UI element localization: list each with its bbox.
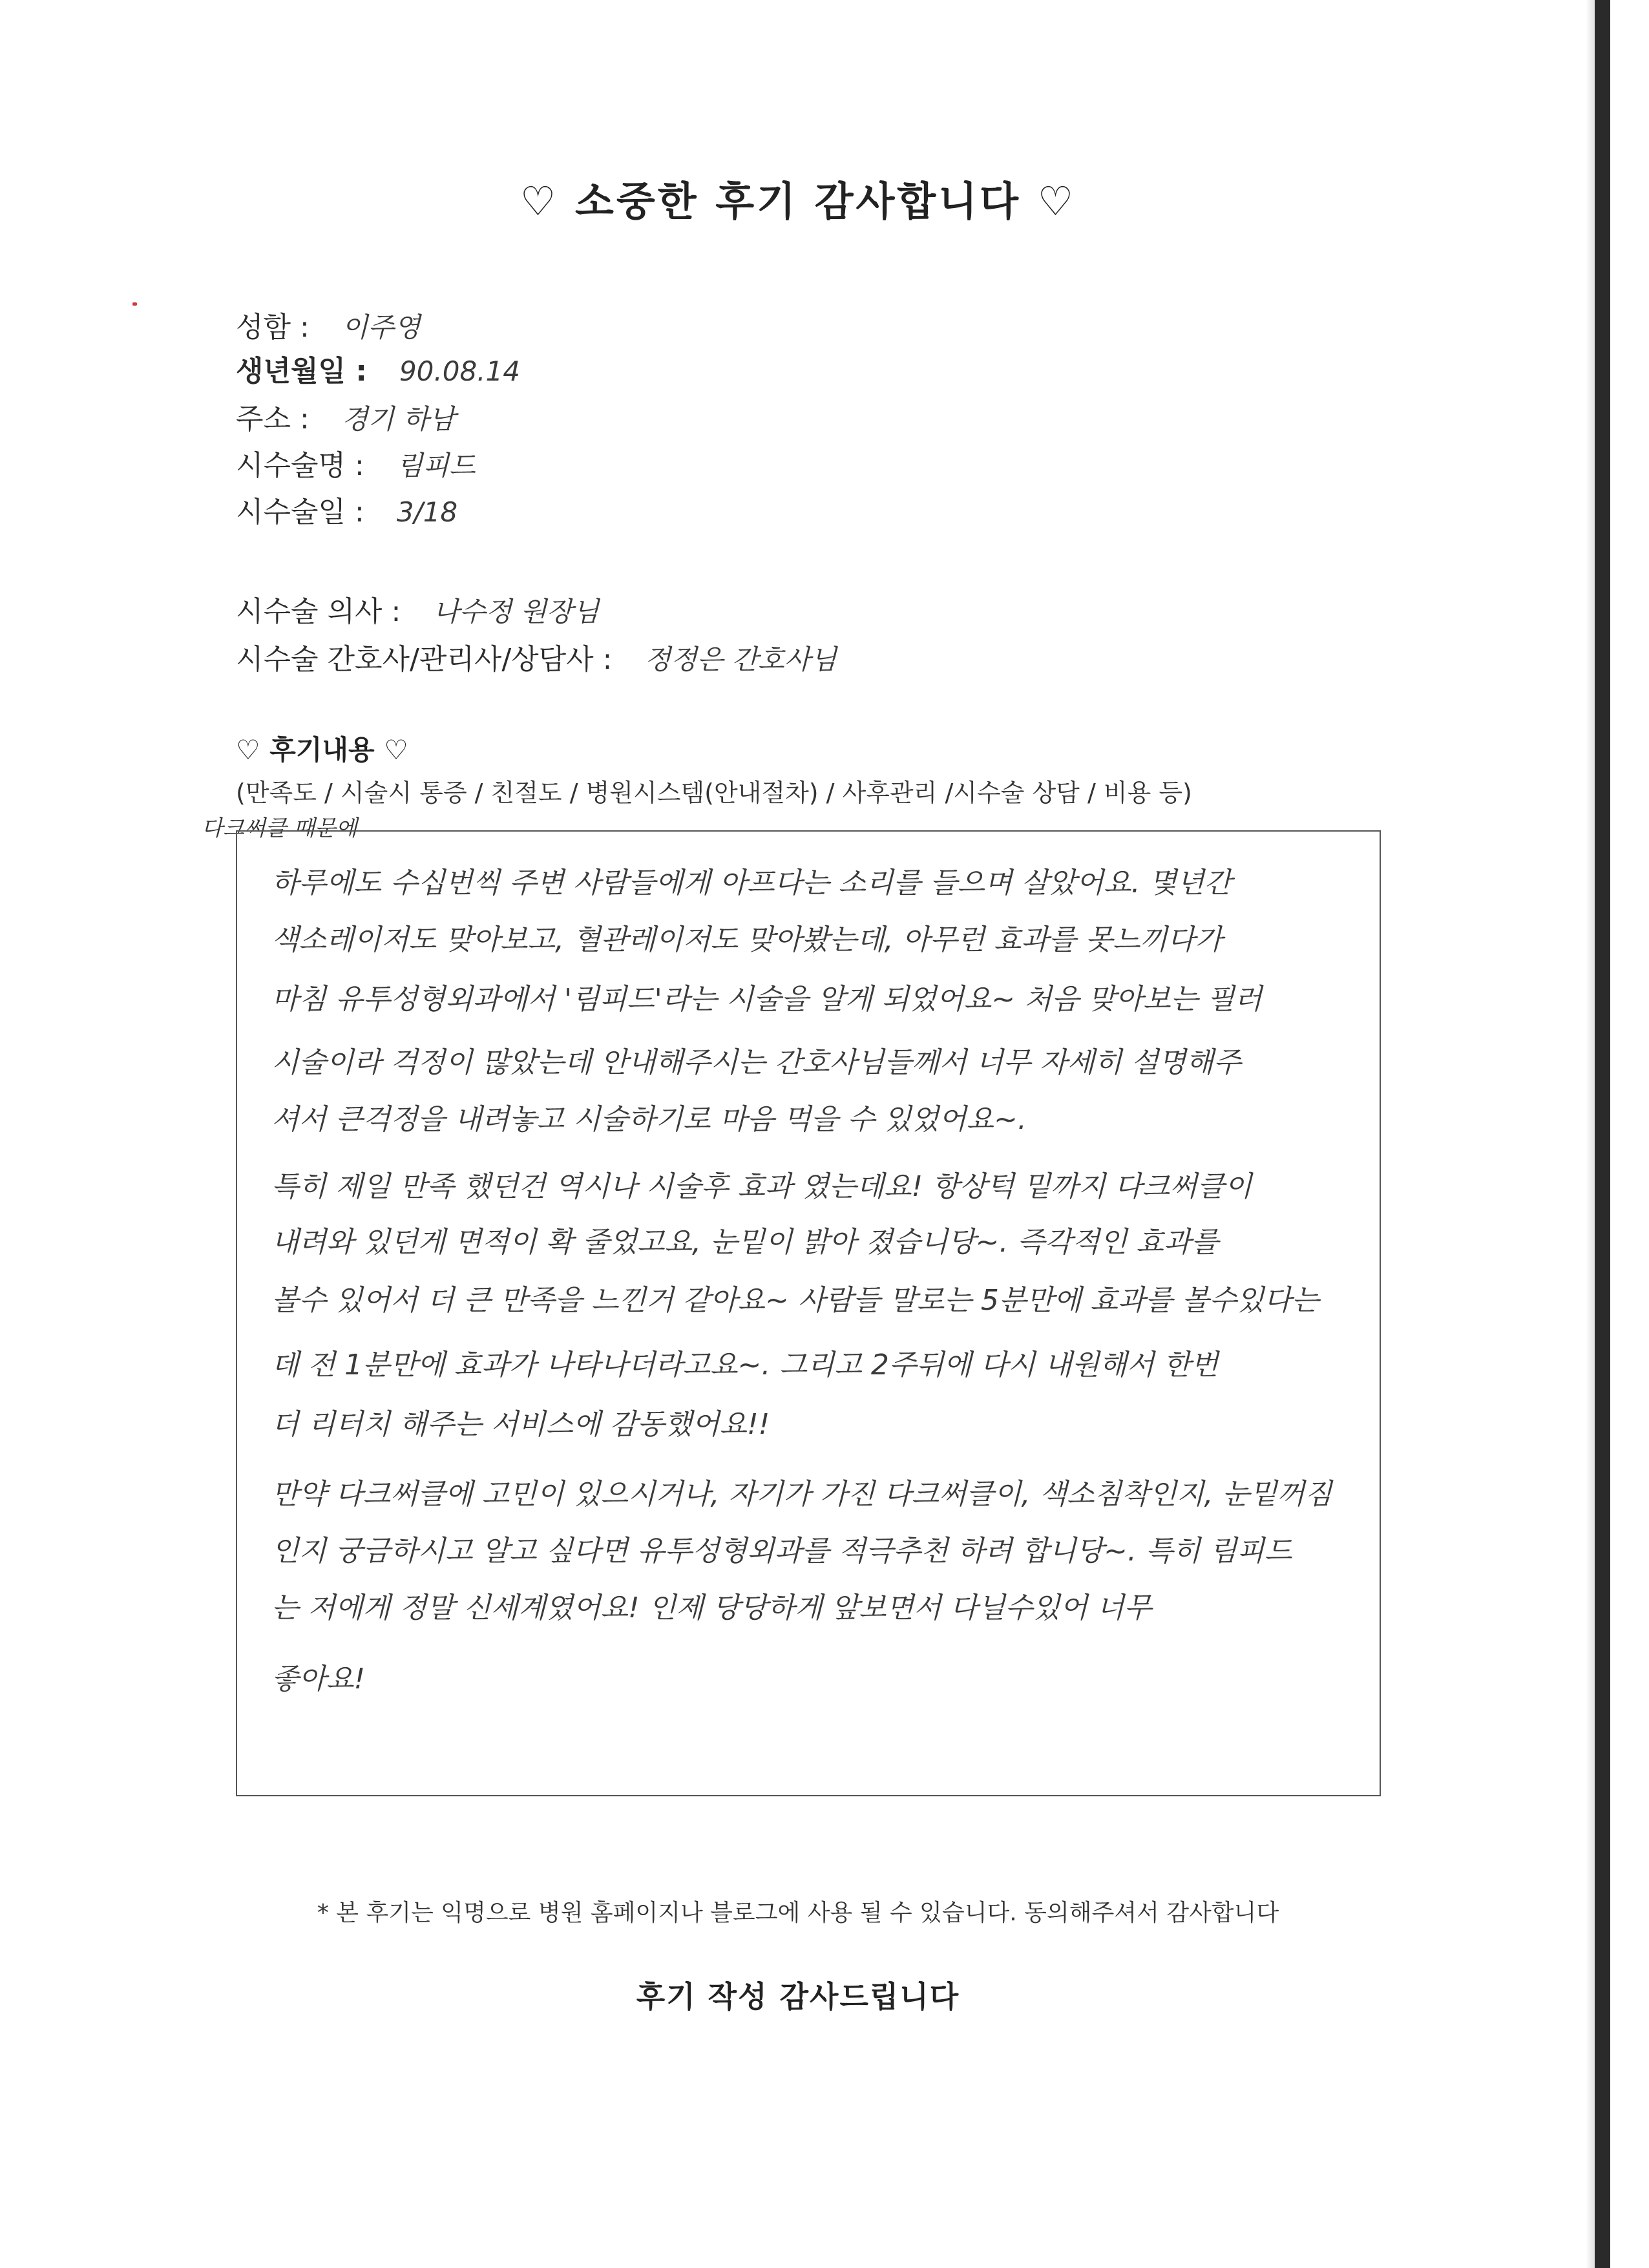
field-procedure-date-label: 시수술일 : <box>236 496 364 529</box>
review-line: 시술이라 걱정이 많았는데 안내해주시는 간호사님들께서 너무 자세히 설명해주 <box>271 1046 1241 1079</box>
scan-edge <box>1595 0 1610 2268</box>
review-criteria: (만족도 / 시술시 통증 / 친절도 / 병원시스템(안내절차) / 사후관리 /시수술 상담 / 비용 등) <box>236 779 1192 807</box>
review-line: 좋아요! <box>271 1663 366 1696</box>
review-line: 하루에도 수십번씩 주변 사람들에게 아프다는 소리를 들으며 살았어요. 몇년간 <box>271 866 1232 899</box>
field-nurse-label: 시수술 간호사/관리사/상담사 : <box>236 643 613 676</box>
field-birthdate-value: 90.08.14 <box>399 355 520 387</box>
review-line: 만약 다크써클에 고민이 있으시거나, 자기가 가진 다크써클이, 색소침착인지, 눈밑꺼짐 <box>271 1478 1332 1511</box>
field-nurse-value: 정정은 간호사님 <box>644 644 837 675</box>
field-procedure-date-value: 3/18 <box>396 496 458 528</box>
field-procedure <box>236 442 476 483</box>
review-heading: ♡ 후기내용 ♡ <box>236 734 408 766</box>
field-name-label: 성함 : <box>236 311 310 344</box>
field-birthdate-label: 생년월일 : <box>236 355 367 388</box>
field-doctor-value: 나수정 원장님 <box>433 596 600 627</box>
field-nurse <box>236 636 837 677</box>
field-name-value: 이주영 <box>341 311 421 343</box>
review-line: 데 전 1분만에 효과가 나타나더라고요~. 그리고 2주뒤에 다시 내원해서 한번 <box>271 1349 1219 1381</box>
review-line: 는 저에게 정말 신세계였어요! 인제 당당하게 앞보면서 다닐수있어 너무 <box>271 1591 1152 1624</box>
field-address-label: 주소 : <box>236 403 310 436</box>
field-birthdate <box>236 348 520 389</box>
field-doctor <box>236 588 599 629</box>
review-note-above: 다크써클 때문에 <box>202 815 357 841</box>
field-address-value: 경기 하남 <box>341 403 456 435</box>
field-address <box>236 395 455 437</box>
review-line: 더 리터치 해주는 서비스에 감동했어요!! <box>271 1408 770 1441</box>
review-line: 인지 궁금하시고 알고 싶다면 유투성형외과를 적극추천 하려 합니당~. 특히 림피드 <box>271 1535 1292 1568</box>
ink-speck <box>132 302 137 306</box>
review-line: 마침 유투성형외과에서 '림피드'라는 시술을 알게 되었어요~ 처음 맞아보는 필러 <box>271 983 1263 1016</box>
consent-note: * 본 후기는 익명으로 병원 홈페이지나 블로그에 사용 될 수 있습니다. 동의해주셔서 감사합니다 <box>317 1900 1279 1926</box>
field-procedure-date <box>236 488 457 530</box>
review-line: 내려와 있던게 면적이 확 줄었고요, 눈밑이 밝아 졌습니당~. 즉각적인 효과를 <box>271 1226 1219 1259</box>
review-line: 볼수 있어서 더 큰 만족을 느낀거 같아요~ 사람들 말로는 5분만에 효과를 볼수있다는 <box>271 1284 1319 1317</box>
field-name <box>236 304 421 345</box>
field-procedure-label: 시수술명 : <box>236 449 364 482</box>
review-line: 셔서 큰걱정을 내려놓고 시술하기로 마음 먹을 수 있었어요~. <box>271 1103 1027 1136</box>
scan-edge-shadow <box>1586 0 1595 2268</box>
page-title: ♡ 소중한 후기 감사합니다 ♡ <box>520 178 1077 225</box>
field-doctor-label: 시수술 의사 : <box>236 595 401 628</box>
closing-thanks: 후기 작성 감사드립니다 <box>636 1979 960 2014</box>
review-line: 특히 제일 만족 했던건 역시나 시술후 효과 였는데요! 항상턱 밑까지 다크써클이 <box>271 1170 1252 1203</box>
review-line: 색소레이저도 맞아보고, 혈관레이저도 맞아봤는데, 아무런 효과를 못느끼다가 <box>271 923 1223 956</box>
field-procedure-value: 림피드 <box>396 450 476 481</box>
